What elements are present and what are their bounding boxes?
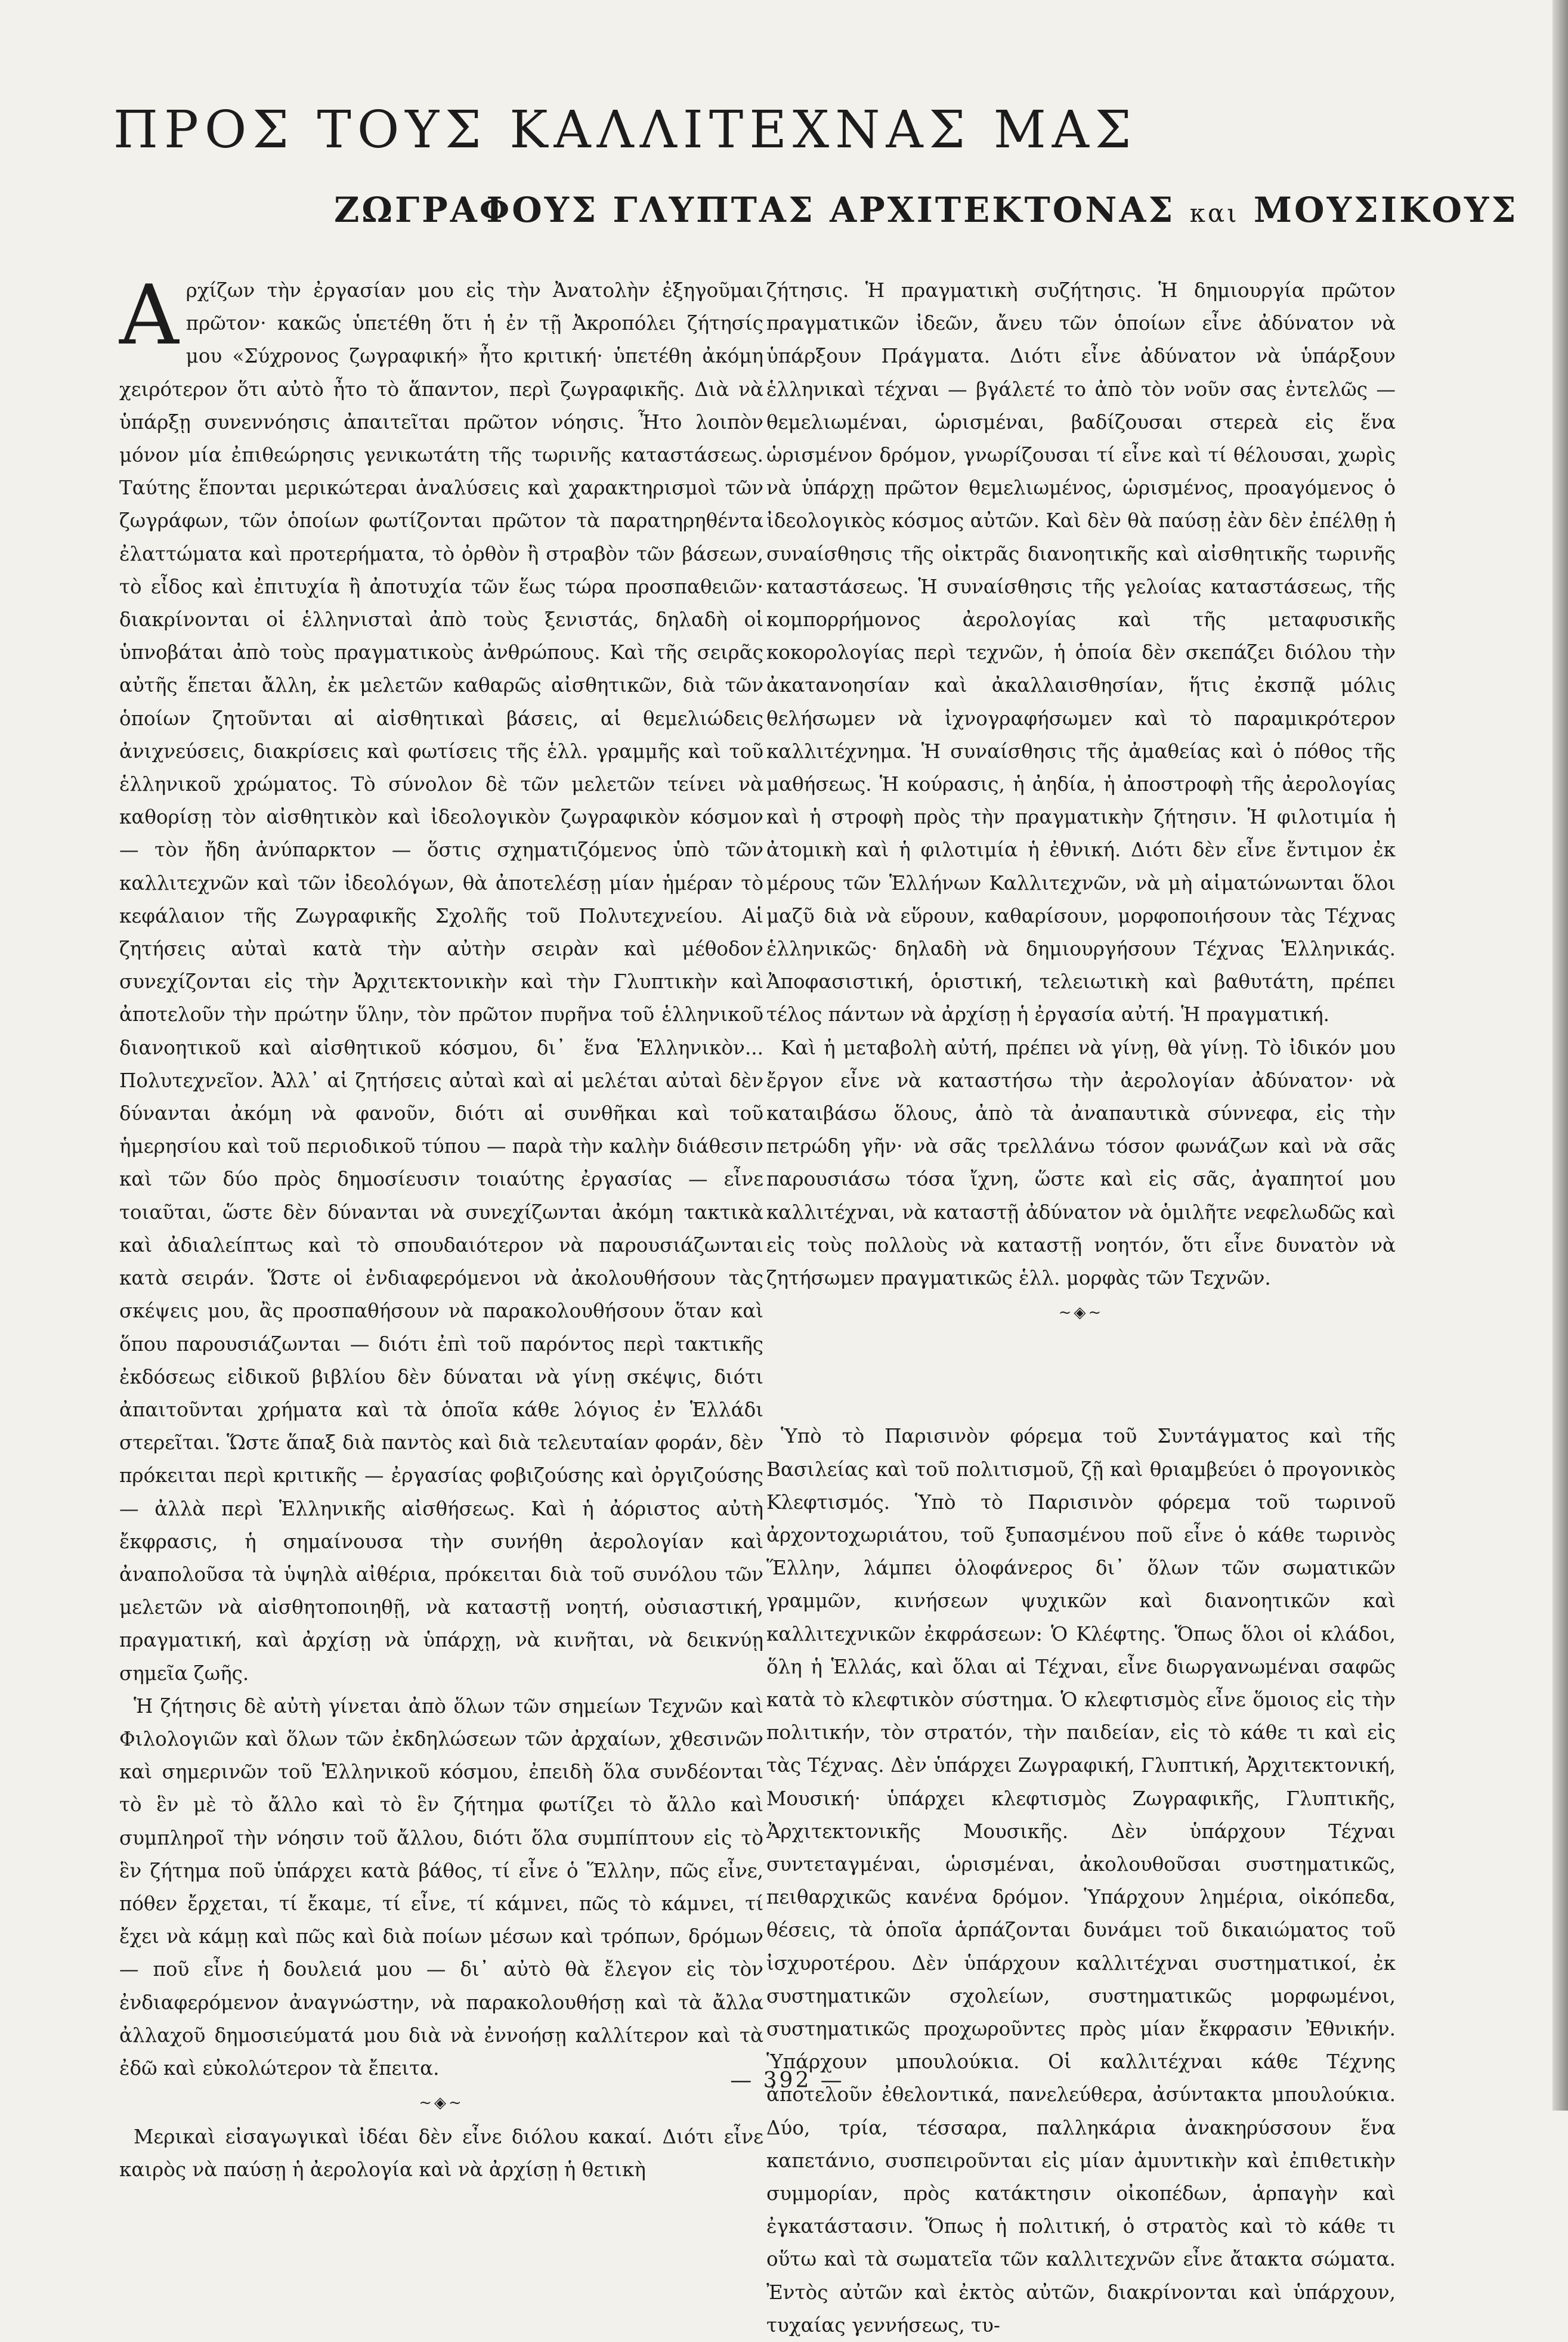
subtitle-conjunction: και <box>1189 199 1239 228</box>
right-column <box>766 274 1396 2342</box>
left-paragraph-1 <box>119 267 763 1690</box>
right-paragraph-3: Ὑπὸ τὸ Παρισινὸν φόρεμα τοῦ Συντάγματος καὶ τῆς Βασιλείας καὶ τοῦ πολιτισμοῦ, ζῇ καὶ θριαμβεύει ὁ προγονικὸς Κλεφτισμός. Ὑπὸ τὸ Παρισινὸν φόρεμα τοῦ τωρινοῦ ἀρχοντοχωριάτου, τοῦ ξυπασμένου ποῦ εἶνε ὁ κάθε τωρινὸς Ἕλλην, λάμπει ὁλοφάνερος δι᾽ ὅλων τῶν σωματικῶν γραμμῶν, κινήσεων ψυχικῶν καὶ διανοητικῶν καὶ καλλιτεχνικῶν ἐκφράσεων: Ὁ Κλέφτης. Ὅπως ὅλοι οἱ κλάδοι, ὅλη ἡ Ἑλλάς, καὶ ὅλαι αἱ Τέχναι, εἶνε διωργανωμέναι σαφῶς κατὰ τὸ κλεφτικὸν σύστημα. Ὁ κλεφτισμὸς εἶνε ὅμοιος εἰς τὴν πολιτικήν, τὸν στρατόν, τὴν παιδείαν, εἰς τὸ κάθε τι καὶ εἰς τὰς Τέχνας. Δὲν ὑπάρχει Ζωγραφική, Γλυπτική, Ἀρχιτεκτονική, Μουσική· ὑπάρχει κλεφτισμὸς Ζωγραφικῆς, Γλυπτικῆς, Ἀρχιτεκτονικῆς Μουσικῆς. Δὲν ὑπάρχουν Τέχναι συντεταγμέναι, ὡρισμέναι, ἀκολουθοῦσαι συστηματικῶς, πειθαρχικῶς κανένα δρόμον. Ὑπάρχουν λημέρια, οἰκόπεδα, θέσεις, τὰ ὁποῖα ἁρπάζονται δυνάμει τοῦ δικαιώματος τοῦ ἰσχυροτέρου. Δὲν ὑπάρχουν καλλιτέχναι συστηματικοί, ἐκ συστηματικῶν σχολείων, συστηματικῶς μορφωμένοι, συστηματικῶς προχωροῦντες πρὸς μίαν ἔκφρασιν Ἐθνικήν. Ὑπάρχουν μπουλούκια. Οἱ καλλιτέχναι κάθε Τέχνης ἀποτελοῦν ἐθελοντικά, πανελεύθερα, ἀσύντακτα μπουλούκια. Δύο, τρία, τέσσαρα, παλληκάρια ἀνακηρύσσουν ἕνα καπετάνιο, συσπειροῦνται εἰς μίαν ἀμυντικὴν καὶ ἐπιθετικὴν συμμορίαν, πρὸς κατάκτησιν οἰκοπέδων, ἁρπαγὴν καὶ ἐγκατάστασιν. Ὅπως ἡ πολιτική, ὁ στρατὸς καὶ τὸ κάθε τι οὕτω καὶ τὰ σωματεῖα τῶν καλλιτεχνῶν εἶνε ἄτακτα σώματα. Ἐντὸς αὐτῶν καὶ ἐκτὸς αὐτῶν, διακρίνονται καὶ ὑπάρχουν, τυχαίας γεννήσεως, τυ- <box>766 1425 1396 2337</box>
left-column <box>119 267 763 2187</box>
left-paragraph-2: Ἡ ζήτησις δὲ αὐτὴ γίνεται ἀπὸ ὅλων τῶν σημείων Τεχνῶν καὶ Φιλολογιῶν καὶ ὅλων τῶν ἐκδηλώσεων τῶν ἀρχαίων, χθεσινῶν καὶ σημερινῶν τοῦ Ἑλληνικοῦ κόσμου, ἐπειδὴ ὅλα συνδέονται τὸ ἓν μὲ τὸ ἄλλο καὶ τὸ ἓν ζήτημα φωτίζει τὸ ἄλλο καὶ συμπληροῖ τὴν νόησιν τοῦ ἄλλου, διότι ὅλα συμπίπτουν εἰς τὸ ἓν ζήτημα ποῦ ὑπάρχει κατὰ βάθος, τί εἶνε ὁ Ἕλλην, πῶς εἶνε, πόθεν ἔρχεται, τί ἔκαμε, τί εἶνε, τί κάμνει, πῶς τὸ κάμνει, τί ἔχει νὰ κάμῃ καὶ πῶς καὶ διὰ ποίων μέσων καὶ τρόπων, δρόμων — ποῦ εἶνε ἡ δουλειά μου — δι᾽ αὐτὸ θὰ ἔλεγον εἰς τὸν ἐνδιαφερόμενον ἀναγνώστην, νὰ παρακολουθήσῃ καὶ τὰ ἄλλα ἀλλαχοῦ δημοσιεύματά μου διὰ νὰ ἐννοήσῃ καλλίτερον καὶ τὰ ἐδῶ καὶ εὐκολώτερον τὰ ἔπειτα. <box>119 1694 763 2080</box>
ornament-divider: ~◈~ <box>419 2094 464 2112</box>
page-binding-edge <box>1552 0 1568 2111</box>
right-paragraph-1: ζήτησις. Ἡ πραγματικὴ συζήτησις. Ἡ δημιουργία πρῶτον πραγματικῶν ἰδεῶν, ἄνευ τῶν ὁποίων εἶνε ἀδύνατον νὰ ὑπάρξουν Πράγματα. Διότι εἶνε ἀδύνατον νὰ ὑπάρξουν ἑλληνικαὶ τέχναι — βγάλετέ το ἀπὸ τὸν νοῦν σας ἐντελῶς — θεμελιωμέναι, ὡρισμέναι, βαδίζουσαι στερεὰ εἰς ἕνα ὡρισμένον δρόμον, γνωρίζουσαι τί εἶνε καὶ τί θέλουσαι, χωρὶς νὰ ὑπάρχῃ πρῶτον θεμελιωμένος, ὡρισμένος, προαγόμενος ὁ ἰδεολογικὸς κόσμος αὐτῶν. Καὶ δὲν θὰ παύσῃ ἐὰν δὲν ἐπέλθῃ ἡ συναίσθησις τῆς οἰκτρᾶς διανοητικῆς καὶ αἰσθητικῆς τωρινῆς καταστάσεως. Ἡ συναίσθησις τῆς γελοίας καταστάσεως, τῆς κομπορρήμονος ἀερολογίας καὶ τῆς μεταφυσικῆς κοκορολογίας περὶ τεχνῶν, ἡ ὁποία δὲν σκεπάζει διόλου τὴν ἀκατανοησίαν καὶ ἀκαλλαισθησίαν, ἥτις ἐκσπᾷ μόλις θελήσωμεν νὰ ἰχνογραφήσωμεν καὶ τὸ παραμικρότερον καλλιτέχνημα. Ἡ συναίσθησις τῆς ἀμαθείας καὶ ὁ πόθος τῆς μαθήσεως. Ἡ κούρασις, ἡ ἀηδία, ἡ ἀποστροφὴ τῆς ἀερολογίας καὶ ἡ στροφὴ πρὸς τὴν πραγματικὴν ζήτησιν. Ἡ φιλοτιμία ἡ ἀτομικὴ καὶ ἡ φιλοτιμία ἡ ἐθνική. Διότι δὲν εἶνε ἔντιμον ἐκ μέρους τῶν Ἑλλήνων Καλλιτεχνῶν, νὰ μὴ αἱματώνωνται ὅλοι μαζῦ διὰ νὰ εὕρουν, καθαρίσουν, μορφοποιήσουν τὰς Τέχνας ἑλληνικῶς· δηλαδὴ νὰ δημιουργήσουν Τέχνας Ἑλληνικάς. Ἀποφασιστική, ὁριστική, τελειωτικὴ καὶ βαθυτάτη, πρέπει τέλος πάντων νὰ ἀρχίσῃ ἡ ἐργασία αὐτή. Ἡ πραγματική. <box>766 279 1396 1026</box>
subtitle-main: ΖΩΓΡΑΦΟΥΣ ΓΛΥΠΤΑΣ ΑΡΧΙΤΕΚΤΟΝΑΣ <box>334 190 1190 230</box>
article-subtitle <box>334 190 1518 230</box>
subtitle-end: ΜΟΥΣΙΚΟΥΣ <box>1239 190 1518 230</box>
left-paragraph-3: Μερικαὶ εἰσαγωγικαὶ ἰδέαι δὲν εἶνε διόλου κακαί. Διότι εἶνε καιρὸς νὰ παύσῃ ἡ ἀερολογία καὶ νὰ ἀρχίσῃ ἡ θετικὴ <box>119 2126 763 2182</box>
page-number: — 392 — <box>730 2068 845 2093</box>
left-paragraph-1-text: ρχίζων τὴν ἐργασίαν μου εἰς τὴν Ἀνατολὴν ἐξηγοῦμαι πρῶτον· κακῶς ὑπετέθη ὅτι ἡ ἐν τῇ Ἀκροπόλει ζήτησίς μου «Σύχρονος ζωγραφική» ἦτο κριτική· ὑπετέθη ἀκόμη χειρότερον ὅτι αὐτὸ ἦτο τὸ ἅπαντον, περὶ ζωγραφικῆς. Διὰ νὰ ὑπάρξῃ συνεννόησις ἀπαιτεῖται πρῶτον νόησις. Ἦτο λοιπὸν μόνον μία ἐπιθεώρησις γενικωτάτη τῆς τωρινῆς καταστάσεως. Ταύτης ἕπονται μερικώτεραι ἀναλύσεις καὶ χαρακτηρισμοὶ τῶν ζωγράφων, τῶν ὁποίων φωτίζονται πρῶτον τὰ παρατηρηθέντα ἐλαττώματα καὶ προτερήματα, τὸ ὀρθὸν ἢ στραβὸν τῶν βάσεων, τὸ εἶδος καὶ ἐπιτυχία ἢ ἀποτυχία τῶν ἕως τώρα προσπαθειῶν· διακρίνονται οἱ ἑλληνισταὶ ἀπὸ τοὺς ξενιστάς, δηλαδὴ οἱ ὑπνοβάται ἀπὸ τοὺς πραγματικοὺς ἀνθρώπους. Καὶ τῆς σειρᾶς αὐτῆς ἕπεται ἄλλη, ἐκ μελετῶν καθαρῶς αἰσθητικῶν, διὰ τῶν ὁποίων ζητοῦνται αἱ αἰσθητικαὶ βάσεις, αἱ θεμελιώδεις ἀνιχνεύσεις, διακρίσεις καὶ φωτίσεις τῆς ἑλλ. γραμμῆς καὶ τοῦ ἑλληνικοῦ χρώματος. Τὸ σύνολον δὲ τῶν μελετῶν τείνει νὰ καθορίσῃ τὸν αἰσθητικὸν καὶ ἰδεολογικὸν ζωγραφικὸν κόσμον — τὸν ἤδη ἀνύπαρκτον — ὅστις σχηματιζόμενος ὑπὸ τῶν καλλιτεχνῶν καὶ τῶν ἰδεολόγων, θὰ ἀποτελέσῃ μίαν ἡμέραν τὸ κεφάλαιον τῆς Ζωγραφικῆς Σχολῆς τοῦ Πολυτεχνείου. Αἱ ζητήσεις αὐταὶ κατὰ τὴν αὐτὴν σειρὰν καὶ μέθοδον συνεχίζονται εἰς τὴν Ἀρχιτεκτονικὴν καὶ τὴν Γλυπτικὴν καὶ ἀποτελοῦν τὴν πρώτην ὕλην, τὸν πρῶτον πυρῆνα τοῦ ἑλληνικοῦ διανοητικοῦ καὶ αἰσθητικοῦ κόσμου, δι᾽ ἕνα Ἑλληνικὸν... Πολυτεχνεῖον. Ἀλλ᾽ αἱ ζητήσεις αὐταὶ καὶ αἱ μελέται αὐταὶ δὲν δύνανται ἀκόμη νὰ φανοῦν, διότι αἱ συνθῆκαι καὶ τοῦ ἡμερησίου καὶ τοῦ περιοδικοῦ τύπου — παρὰ τὴν καλὴν διάθεσιν καὶ τῶν δύο πρὸς δημοσίευσιν τοιαύτης ἐργασίας — εἶνε τοιαῦται, ὥστε δὲν δύνανται νὰ συνεχίζωνται ἀκόμη τακτικὰ καὶ ἀδιαλείπτως καὶ τὸ σπουδαιότερον νὰ παρουσιάζωνται κατὰ σειράν. Ὥστε οἱ ἐνδιαφερόμενοι νὰ ἀκολουθήσουν τὰς σκέψεις μου, ἂς προσπαθήσουν νὰ παρακολουθήσουν ὅταν καὶ ὅπου παρουσιάζωνται — διότι ἐπὶ τοῦ παρόντος περὶ τακτικῆς ἐκδόσεως εἰδικοῦ βιβλίου δὲν δύναται νὰ γίνῃ σκέψις, διότι ἀπαιτοῦνται χρήματα καὶ τὰ ὁποῖα κάθε λόγιος ἐν Ἑλλάδι στερεῖται. Ὥστε ἅπαξ διὰ παντὸς καὶ διὰ τελευταίαν φοράν, δὲν πρόκειται περὶ κριτικῆς — ἐργασίας φοβιζούσης καὶ ὀργιζούσης — ἀλλὰ περὶ Ἑλληνικῆς αἰσθήσεως. Καὶ ἡ ἀόριστος αὐτὴ ἔκφρασις, ἡ σημαίνουσα τὴν συνήθη ἀερολογίαν καὶ ἀναπολοῦσα τὰ ὑψηλὰ αἰθέρια, πρόκειται διὰ τοῦ συνόλου τῶν μελετῶν νὰ αἰσθητοποιηθῇ, νὰ καταστῇ νοητή, οὐσιαστική, πραγματική, καὶ ἀρχίσῃ νὰ ὑπάρχῃ, νὰ κινῆται, νὰ δεικνύῃ σημεῖα ζωῆς. <box>119 279 763 1685</box>
right-paragraph-2: Καὶ ἡ μεταβολὴ αὐτή, πρέπει νὰ γίνῃ, θὰ γίνῃ. Τὸ ἰδικόν μου ἔργον εἶνε νὰ καταστήσω τὴν ἀερολογίαν ἀδύνατον· νὰ καταιβάσω ὅλους, ἀπὸ τὰ ἀναπαυτικὰ σύννεφα, εἰς τὴν πετρώδη γῆν· νὰ σᾶς τρελλάνω τόσον φωνάζων καὶ νὰ σᾶς παρουσιάσω τόσα ἴχνη, ὥστε καὶ εἰς σᾶς, ἀγαπητοί μου καλλιτέχναι, νὰ καταστῇ ἀδύνατον νὰ ὁμιλῆτε νεφελωδῶς καὶ εἰς τοὺς πολλοὺς νὰ καταστῇ νοητόν, ὅτι εἶνε δυνατὸν νὰ ζητήσωμεν πραγματικῶς ἑλλ. μορφὰς τῶν Τεχνῶν. <box>766 1036 1396 1290</box>
ornament-divider: ~◈~ <box>1058 1304 1104 1322</box>
article-title: ΠΡΟΣ ΤΟΥΣ ΚΑΛΛΙΤΕΧΝΑΣ ΜΑΣ <box>113 100 1137 160</box>
drop-cap: Α <box>119 267 179 363</box>
section-gap <box>766 1331 1396 1420</box>
